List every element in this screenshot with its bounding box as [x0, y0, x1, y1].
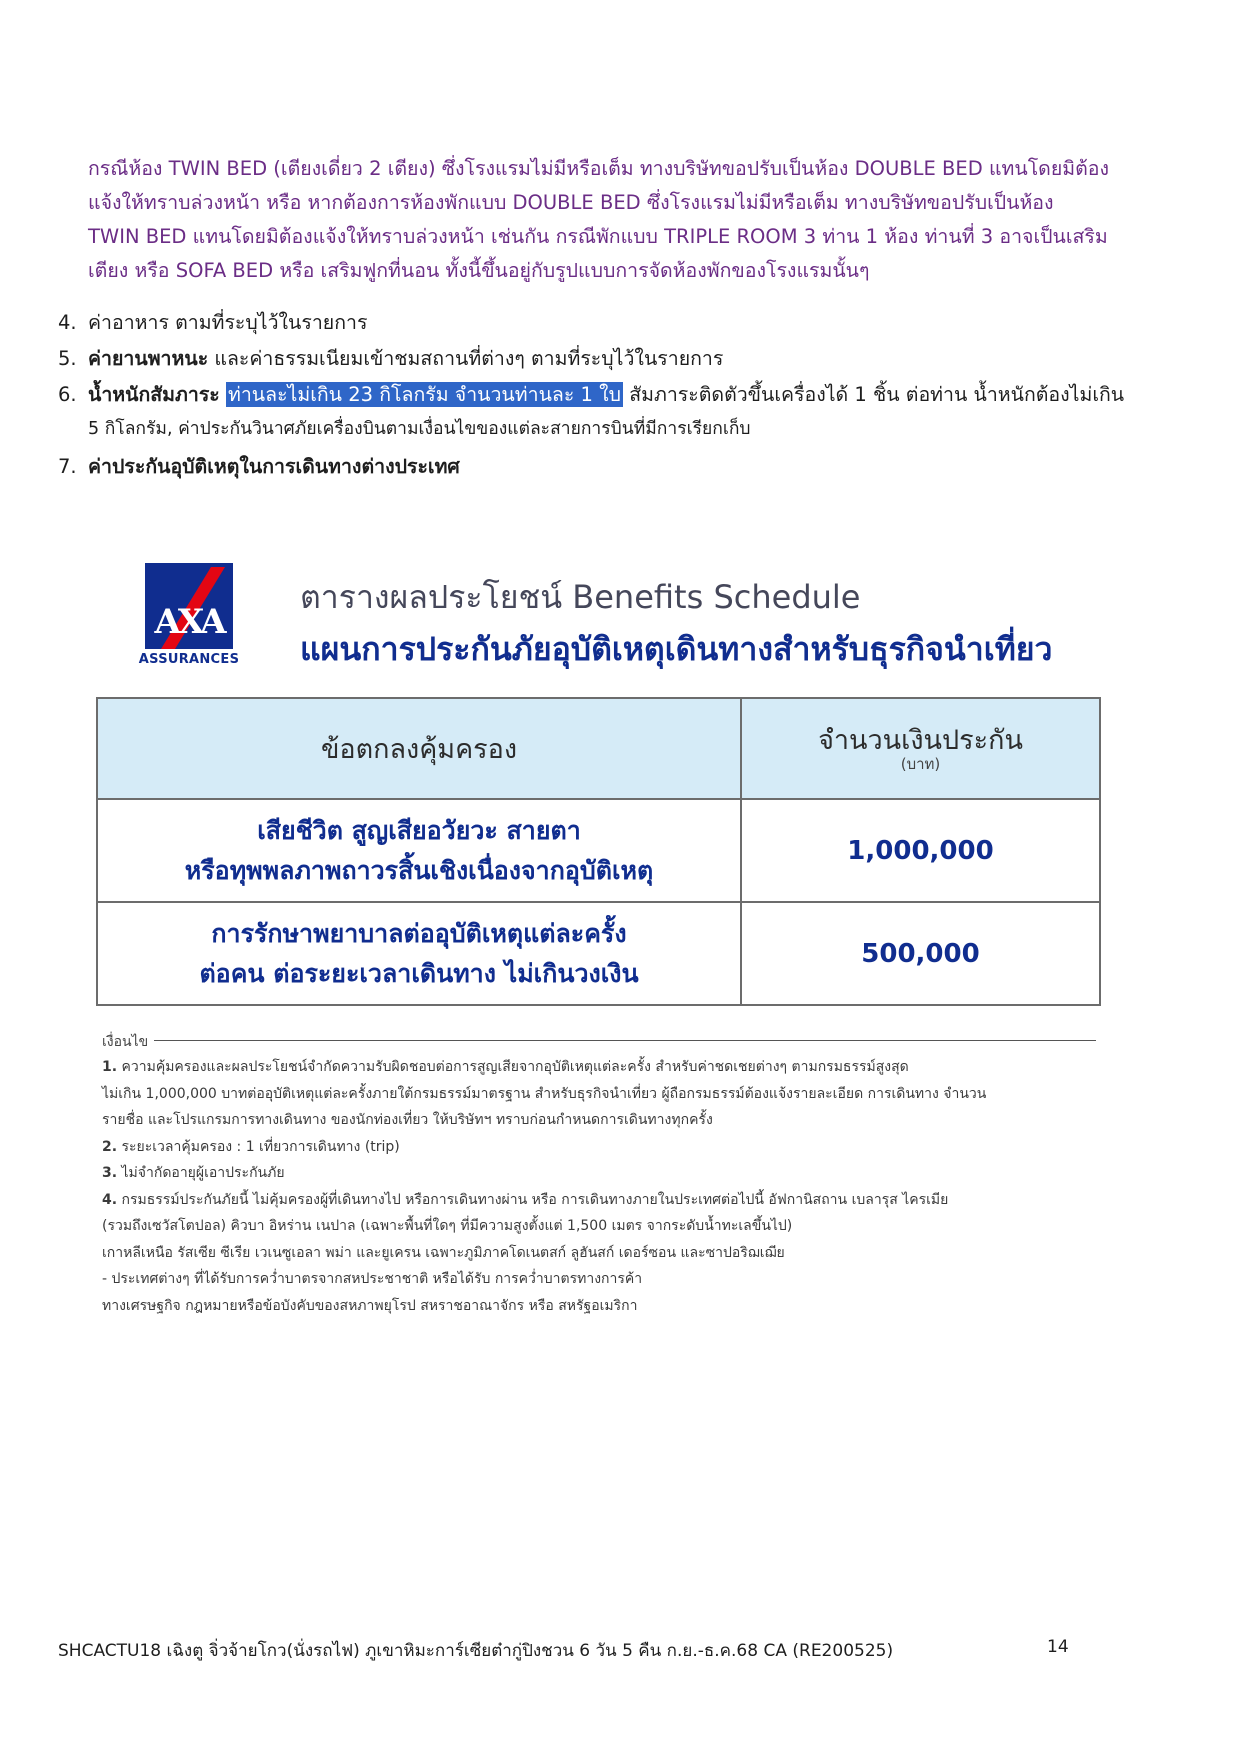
axa-logo-caption: ASSURANCES — [138, 652, 240, 667]
table-row — [97, 799, 1100, 902]
amount-header — [741, 698, 1100, 799]
item-text: ค่าอาหาร ตามที่ระบุไว้ในรายการ — [88, 311, 368, 334]
conditions-divider — [154, 1040, 1096, 1041]
condition-text: ไม่จำกัดอายุผู้เอาประกันภัย — [117, 1165, 285, 1181]
coverage-cell — [97, 799, 741, 902]
condition-line: เกาหลีเหนือ รัสเซีย ซีเรีย เวเนซูเอลา พม่า และยูเครน เฉพาะภูมิภาคโดเนตสก์ ลูฮันสก์ เดอร์ซอน และซาปอริฌเฌีย — [102, 1244, 785, 1261]
axa-logo-letters: AXA — [154, 602, 224, 642]
item-number: 6. — [58, 383, 77, 406]
condition-number: 4. — [102, 1191, 118, 1208]
condition-line: ไม่เกิน 1,000,000 บาทต่ออุบัติเหตุแต่ละครั้งภายใต้กรมธรรม์มาตรฐาน สำหรับธุรกิจนำเที่ยว ผู้ถือกรมธรรม์ต้องแจ้งรายละเอียด การเดินทาง จำนวน — [102, 1085, 987, 1102]
condition-line: รายชื่อ และโปรแกรมการทางเดินทาง ของนักท่องเที่ยว ให้บริษัทฯ ทราบก่อนกำหนดการเดินทางทุกครั้ง — [102, 1112, 713, 1128]
highlighted-selection[interactable]: ท่านละไม่เกิน 23 กิโลกรัม จำนวนท่านละ 1 ใบ — [227, 383, 622, 406]
item-number: 7. — [58, 455, 77, 478]
condition-line — [102, 1187, 1102, 1214]
list-item-6 — [58, 380, 1124, 410]
item-text: สัมภาระติดตัวขึ้นเครื่องได้ 1 ชิ้น ต่อท่าน น้ำหนักต้องไม่เกิน — [623, 383, 1125, 406]
list-item-4 — [58, 308, 367, 338]
condition-text: ความคุ้มครองและผลประโยชน์จำกัดความรับผิดชอบต่อการสูญเสียจากอุบัติเหตุแต่ละครั้ง สำหรับค่าชดเชยต่างๆ ตามกรมธรรม์สูงสุด — [117, 1059, 909, 1075]
coverage-line: หรือทุพพลภาพถาวรสิ้นเชิงเนื่องจากอุบัติเหตุ — [184, 855, 654, 885]
axa-logo — [145, 563, 233, 649]
condition-line — [102, 1054, 1102, 1081]
amount-unit: (บาท) — [900, 754, 941, 773]
condition-text: ระยะเวลาคุ้มครอง : 1 เที่ยวการเดินทาง (trip) — [117, 1138, 400, 1155]
condition-line: (รวมถึงเซวัสโตปอล) คิวบา อิหร่าน เนปาล (เฉพาะพื้นที่ใดๆ ที่มีความสูงตั้งแต่ 1,500 เมตร จากระดับน้ำทะเลขึ้นไป) — [102, 1218, 793, 1234]
item-text: และค่าธรรมเนียมเข้าชมสถานที่ต่างๆ ตามที่ระบุไว้ในรายการ — [208, 347, 724, 370]
page-number: 14 — [1047, 1637, 1069, 1657]
benefits-subtitle: แผนการประกันภัยอุบัติเหตุเดินทางสำหรับธุรกิจนำเที่ยว — [300, 630, 1053, 668]
conditions-list — [102, 1054, 1102, 1319]
coverage-line: การรักษาพยาบาลต่ออุบัติเหตุแต่ละครั้ง — [211, 918, 627, 948]
coverage-header: ข้อตกลงคุ้มครอง — [97, 698, 741, 799]
condition-number: 2. — [102, 1138, 118, 1155]
paragraph-line: เตียง หรือ SOFA BED หรือ เสริมฟูกที่นอน ทั้งนี้ขึ้นอยู่กับรูปแบบการจัดห้องพักของโรงแรมนั้นๆ — [88, 259, 870, 282]
condition-line — [102, 1134, 1102, 1161]
item-number: 5. — [58, 347, 77, 370]
table-row — [97, 902, 1100, 1005]
list-item-6-continuation: 5 กิโลกรัม, ค่าประกันวินาศภัยเครื่องบินตามเงื่อนไขของแต่ละสายการบินที่มีการเรียกเก็บ — [88, 419, 751, 439]
item-bold-text: ค่ายานพาหนะ — [88, 347, 209, 370]
item-bold-text: ค่าประกันอุบัติเหตุในการเดินทางต่างประเทศ — [88, 455, 460, 478]
amount-cell: 1,000,000 — [741, 799, 1100, 902]
benefits-title: ตารางผลประโยชน์ Benefits Schedule — [300, 578, 861, 616]
item-number: 4. — [58, 311, 77, 334]
condition-line: ทางเศรษฐกิจ กฎหมายหรือข้อบังคับของสหภาพยุโรป สหราชอาณาจักร หรือ สหรัฐอเมริกา — [102, 1297, 638, 1314]
page-footer: SHCACTU18 เฉิงตู จิ่วจ้ายโกว(นั่งรถไฟ) ภูเขาหิมะการ์เซียต๋ากู่ปิงชวน 6 วัน 5 คืน ก.ย.-ธ.ค.68 CA (RE200525) — [58, 1641, 894, 1661]
coverage-line: เสียชีวิต สูญเสียอวัยวะ สายตา — [257, 815, 581, 845]
room-policy-paragraph — [88, 152, 1188, 288]
list-item-5 — [58, 344, 723, 374]
amount-header-label: จำนวนเงินประกัน — [818, 724, 1023, 756]
item-bold-text: น้ำหนักสัมภาระ — [88, 383, 220, 406]
paragraph-line: กรณีห้อง TWIN BED (เตียงเดี่ยว 2 เตียง) ซึ่งโรงแรมไม่มีหรือเต็ม ทางบริษัทขอปรับเป็นห้อง DOUBLE BED แทนโดยมิต้อง — [88, 157, 1110, 180]
paragraph-line: แจ้งให้ทราบล่วงหน้า หรือ หากต้องการห้องพักแบบ DOUBLE BED ซึ่งโรงแรมไม่มีหรือเต็ม ทางบริษัทขอปรับเป็นห้อง — [88, 191, 1054, 214]
condition-number: 1. — [102, 1059, 118, 1075]
condition-line — [102, 1160, 1102, 1187]
list-item-7 — [58, 452, 460, 482]
benefits-table — [96, 697, 1101, 1006]
coverage-cell — [97, 902, 741, 1005]
condition-text: กรมธรรม์ประกันภัยนี้ ไม่คุ้มครองผู้ที่เดินทางไป หรือการเดินทางผ่าน หรือ การเดินทางภายในประเทศต่อไปนี้ อัฟกานิสถาน เบลารุส ไครเมีย — [117, 1191, 949, 1208]
table-header-row — [97, 698, 1100, 799]
conditions-heading: เงื่อนไข — [102, 1034, 149, 1050]
amount-cell: 500,000 — [741, 902, 1100, 1005]
axa-logo-mark — [145, 563, 233, 649]
condition-line: - ประเทศต่างๆ ที่ได้รับการคว่ำบาตรจากสหประชาชาติ หรือได้รับ การคว่ำบาตรทางการค้า — [102, 1271, 643, 1287]
coverage-line: ต่อคน ต่อระยะเวลาเดินทาง ไม่เกินวงเงิน — [199, 958, 639, 988]
condition-number: 3. — [102, 1165, 118, 1181]
paragraph-line: TWIN BED แทนโดยมิต้องแจ้งให้ทราบล่วงหน้า เช่นกัน กรณีพักแบบ TRIPLE ROOM 3 ท่าน 1 ห้อง ท่านที่ 3 อาจเป็นเสริม — [88, 225, 1108, 248]
